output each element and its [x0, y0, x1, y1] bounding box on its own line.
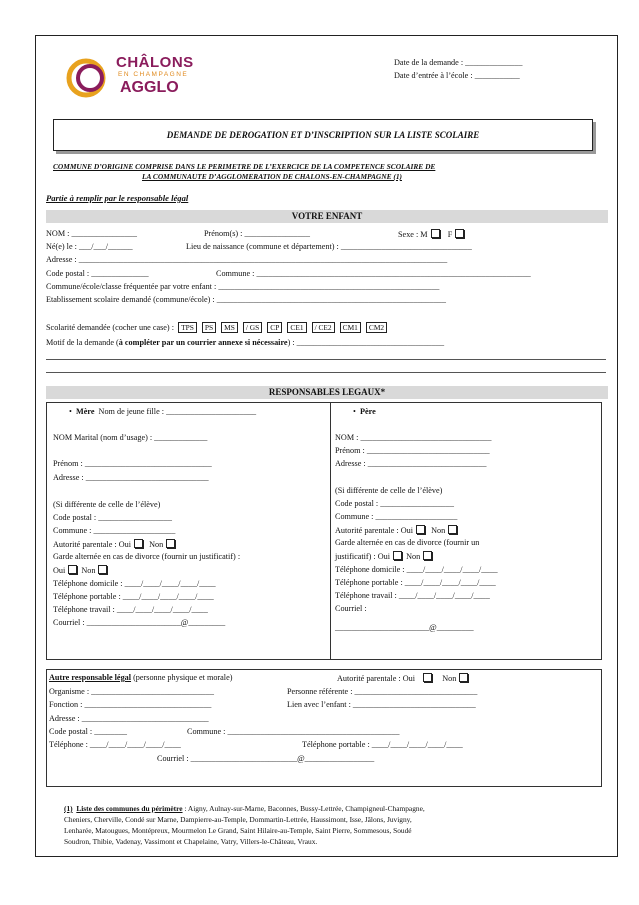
date-demande-field[interactable]: Date de la demande : ______________ — [394, 58, 523, 67]
pere-autorite-oui-checkbox[interactable] — [416, 525, 425, 534]
autre-adresse-field[interactable]: Adresse : _______________________________ — [49, 714, 209, 723]
level-ce1-checkbox[interactable]: CE1 — [287, 322, 306, 333]
pere-courriel-field[interactable]: _______________________@_________ — [335, 623, 474, 632]
motif-bold: à compléter par un courrier annexe si nécessaire — [118, 338, 288, 347]
mere-bullet-icon: • — [69, 407, 76, 416]
pere-garde-oui-label: justificatif) : Oui — [335, 552, 391, 561]
sexe-f-label: F — [447, 230, 453, 239]
autre-autorite-oui-checkbox[interactable] — [423, 673, 432, 682]
logo-rings-icon — [64, 54, 112, 102]
logo-text-chalons: CHÂLONS — [116, 54, 194, 71]
partie-label: Partie à remplir par le responsable légal — [46, 193, 189, 203]
child-address-field[interactable]: Adresse : __________________________________________________________________________________________ — [46, 255, 448, 264]
motif-field[interactable] — [46, 338, 444, 348]
mere-prenom-field[interactable]: Prénom : _______________________________ — [53, 459, 212, 468]
motif-line: ) : ____________________________________ — [287, 338, 445, 347]
agglo-logo — [64, 52, 214, 102]
autre-autorite-row — [337, 673, 468, 684]
autre-lien-field[interactable]: Lien avec l’enfant : ______________________________ — [287, 700, 476, 709]
level-cp-checkbox[interactable]: CP — [267, 322, 282, 333]
footnote-line-3: Lenharée, Matougues, Montépreux, Mourmelon Le Grand, Saint Hilaire-au-Temple, Saint Pierre, Sommesous, Soudé — [64, 826, 412, 835]
level-ps-checkbox[interactable]: PS — [202, 322, 216, 333]
autre-autorite-label: Autorité parentale : Oui — [337, 674, 415, 683]
footnote-line-2: Cheniers, Cherville, Condé sur Marne, Dampierre-au-Temple, Dommartin-Lettrée, Haussimont, Isse, Jâlons, Juvigny, — [64, 815, 412, 824]
child-commune-field[interactable]: Commune : ___________________________________________________________________ — [216, 269, 531, 278]
section-votre-enfant: VOTRE ENFANT — [46, 210, 608, 223]
mere-autorite-non-label: Non — [149, 540, 164, 549]
child-postal-field[interactable]: Code postal : ______________ — [46, 269, 149, 278]
mere-garde-oui-checkbox[interactable] — [68, 565, 77, 574]
mere-autorite-oui-checkbox[interactable] — [134, 539, 143, 548]
pere-title: Père — [359, 407, 376, 416]
autre-autorite-non-label: Non — [442, 674, 457, 683]
mere-garde-row — [53, 565, 107, 576]
title-banner — [53, 119, 593, 151]
mere-tel-domicile-field[interactable]: Téléphone domicile : ____/____/____/____/____ — [53, 579, 216, 588]
mere-jeune-field[interactable]: Nom de jeune fille : ______________________ — [98, 407, 257, 416]
pere-nom-field[interactable]: NOM : ________________________________ — [335, 433, 492, 442]
child-birthplace-field[interactable]: Lieu de naissance (commune et département) : ________________________________ — [186, 242, 472, 251]
pere-tel-portable-field[interactable]: Téléphone portable : ____/____/____/____/____ — [335, 578, 496, 587]
autre-fonction-field[interactable]: Fonction : _______________________________ — [49, 700, 212, 709]
pere-header — [353, 407, 376, 417]
mere-autorite-row — [53, 539, 175, 550]
pere-autorite-non-label: Non — [431, 526, 446, 535]
pere-cp-field[interactable]: Code postal : __________________ — [335, 499, 454, 508]
date-entree-field[interactable]: Date d’entrée à l’école : ___________ — [394, 71, 520, 80]
pere-autorite-row — [335, 525, 457, 536]
scolarite-row — [46, 322, 390, 333]
pere-autorite-non-checkbox[interactable] — [448, 525, 457, 534]
pere-garde-row — [335, 551, 432, 562]
pere-garde-label: Garde alternée en cas de divorce (fournir un — [335, 538, 480, 547]
mere-garde-non-label: Non — [81, 566, 96, 575]
sexe-f-checkbox[interactable] — [455, 229, 464, 238]
footnote-line-1 — [64, 804, 425, 813]
mere-autorite-label: Autorité parentale : Oui — [53, 540, 131, 549]
pere-adresse-field[interactable]: Adresse : _____________________________ — [335, 459, 487, 468]
mere-tel-travail-field[interactable]: Téléphone travail : ____/____/____/____/____ — [53, 605, 208, 614]
pere-courriel-label: Courriel : — [335, 604, 367, 613]
mere-tel-portable-field[interactable]: Téléphone portable : ____/____/____/____/____ — [53, 592, 214, 601]
footnote-text-1: : Aigny, Aulnay-sur-Marne, Baconnes, Bussy-Lettrée, Champigneul-Champagne, — [182, 804, 425, 813]
child-classe-field[interactable]: Commune/école/classe fréquentée par votre enfant : ______________________________________________________ — [46, 282, 440, 291]
mere-cp-field[interactable]: Code postal : __________________ — [53, 513, 172, 522]
child-etab-field[interactable]: Etablissement scolaire demandé (commune/école) : ________________________________________________________ — [46, 295, 446, 304]
child-prenom-field[interactable]: Prénom(s) : ________________ — [204, 229, 310, 238]
mere-title: Mère — [75, 407, 95, 416]
pere-prenom-field[interactable]: Prénom : ______________________________ — [335, 446, 490, 455]
mere-garde-non-checkbox[interactable] — [98, 565, 107, 574]
level-ms-checkbox[interactable]: MS — [221, 322, 238, 333]
autre-autorite-non-checkbox[interactable] — [459, 673, 468, 682]
mere-autorite-non-checkbox[interactable] — [166, 539, 175, 548]
mere-adresse-field[interactable]: Adresse : ______________________________ — [53, 473, 209, 482]
pere-tel-travail-field[interactable]: Téléphone travail : ____/____/____/____/____ — [335, 591, 490, 600]
autre-courriel-field[interactable]: Courriel : __________________________@_________________ — [157, 754, 375, 763]
form-page — [35, 35, 618, 857]
pere-diff-label: (Si différente de celle de l’élève) — [335, 486, 443, 495]
footnote-number: (1) — [64, 804, 73, 813]
logo-text-agglo: AGGLO — [120, 79, 179, 96]
footnote-label: Liste des communes du périmètre — [76, 804, 183, 813]
mere-marital-field[interactable]: NOM Marital (nom d’usage) : _____________ — [53, 433, 208, 442]
pere-tel-domicile-field[interactable]: Téléphone domicile : ____/____/____/____/____ — [335, 565, 498, 574]
sexe-label: Sexe : M — [398, 230, 428, 239]
scolarite-label: Scolarité demandée (cocher une case) : — [46, 323, 174, 332]
autre-referente-field[interactable]: Personne référente : ______________________________ — [287, 687, 478, 696]
mere-garde-label: Garde alternée en cas de divorce (fournir un justificatif) : — [53, 552, 241, 561]
responsables-divider — [330, 403, 331, 659]
autre-portable-field[interactable]: Téléphone portable : ____/____/____/____/____ — [302, 740, 463, 749]
autre-organisme-field[interactable]: Organisme : ______________________________ — [49, 687, 214, 696]
form-title: DEMANDE DE DEROGATION ET D’INSCRIPTION SUR LA LISTE SCOLAIRE — [166, 130, 480, 140]
level-cm2-checkbox[interactable]: CM2 — [366, 322, 387, 333]
pere-autorite-label: Autorité parentale : Oui — [335, 526, 413, 535]
autre-title: Autre responsable légal — [49, 673, 132, 682]
footnote-line-4: Soudron, Thibie, Vadenay, Vassimont et Chapelaine, Vatry, Villers-le-Château, Vraux. — [64, 837, 318, 846]
level-gs-checkbox[interactable]: / GS — [243, 322, 262, 333]
child-nom-field[interactable]: NOM : ________________ — [46, 229, 137, 238]
pere-commune-field[interactable]: Commune : ____________________ — [335, 512, 458, 521]
level-tps-checkbox[interactable]: TPS — [178, 322, 197, 333]
motif-blank-line-2[interactable] — [46, 372, 606, 373]
child-birthdate-field[interactable]: Né(e) le : ___/___/______ — [46, 242, 133, 251]
autre-responsable-box — [46, 669, 602, 787]
commune-line-1: COMMUNE D’ORIGINE COMPRISE DANS LE PERIMETRE DE L’EXERCICE DE LA COMPETENCE SCOLAIRE DE — [53, 162, 436, 171]
mere-header — [69, 407, 256, 417]
autre-cp-field[interactable]: Code postal : ________ — [49, 727, 128, 736]
autre-tel-field[interactable]: Téléphone : ____/____/____/____/____ — [49, 740, 181, 749]
pere-bullet-icon: • — [353, 407, 360, 416]
autre-header — [49, 673, 232, 683]
pere-garde-non-label: Non — [406, 552, 421, 561]
motif-blank-line-1[interactable] — [46, 359, 606, 360]
commune-line-2: LA COMMUNAUTE D’AGGLOMERATION DE CHALONS-EN-CHAMPAGNE (1) — [142, 172, 402, 181]
level-ce2-checkbox[interactable]: / CE2 — [312, 322, 335, 333]
level-cm1-checkbox[interactable]: CM1 — [340, 322, 361, 333]
section-responsables: RESPONSABLES LEGAUX* — [46, 386, 608, 399]
sexe-m-checkbox[interactable] — [431, 229, 440, 238]
child-sexe-group — [398, 229, 464, 240]
pere-garde-non-checkbox[interactable] — [423, 551, 432, 560]
mere-courriel-field[interactable]: Courriel : _______________________@_________ — [53, 618, 226, 627]
mere-diff-label: (Si différente de celle de l’élève) — [53, 500, 161, 509]
mere-garde-oui-label: Oui — [53, 566, 66, 575]
pere-garde-oui-checkbox[interactable] — [393, 551, 402, 560]
mere-commune-field[interactable]: Commune : ____________________ — [53, 526, 176, 535]
responsables-box — [46, 402, 602, 660]
motif-label: Motif de la demande ( — [46, 338, 119, 347]
logo-text-en-champagne: EN CHAMPAGNE — [118, 71, 189, 78]
autre-commune-field[interactable]: Commune : __________________________________________ — [187, 727, 400, 736]
autre-paren: (personne physique et morale) — [133, 673, 233, 682]
